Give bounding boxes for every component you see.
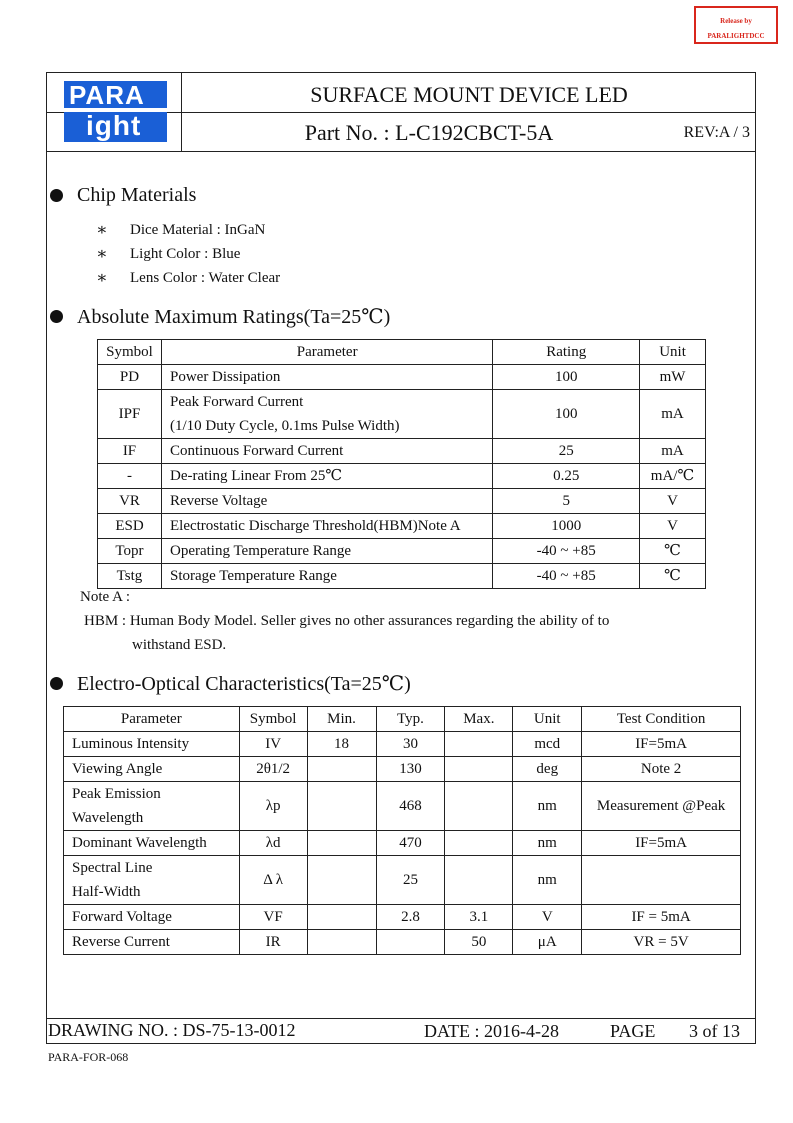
unit-cell: V: [640, 514, 706, 539]
typ-cell: [376, 930, 445, 955]
max-cell: [445, 782, 513, 831]
footer-rule: [46, 1018, 756, 1019]
unit-cell: mA: [640, 439, 706, 464]
min-cell: [307, 905, 376, 930]
form-id: PARA-FOR-068: [48, 1050, 129, 1064]
list-item: [96, 222, 265, 239]
symbol-cell: IV: [239, 732, 307, 757]
symbol-cell: 2θ1/2: [239, 757, 307, 782]
asterisk-icon: ∗: [96, 268, 108, 287]
parameter-cell: Continuous Forward Current: [161, 439, 492, 464]
max-cell: [445, 757, 513, 782]
symbol-cell: ESD: [98, 514, 162, 539]
condition-cell: Note 2: [582, 757, 741, 782]
section-absolute-maximum-ratings: [50, 304, 390, 329]
typ-cell: 468: [376, 782, 445, 831]
max-cell: 50: [445, 930, 513, 955]
unit-cell: V: [513, 905, 582, 930]
bullet-icon: [50, 189, 63, 202]
table-row: [64, 856, 741, 905]
min-cell: [307, 831, 376, 856]
symbol-cell: VR: [98, 489, 162, 514]
table-row: [64, 782, 741, 831]
rating-cell: 100: [493, 390, 640, 439]
table-row: [98, 365, 706, 390]
table-row: [64, 732, 741, 757]
min-cell: 18: [307, 732, 376, 757]
condition-cell: Measurement @Peak: [582, 782, 741, 831]
logo-text-bottom: ight: [86, 110, 142, 141]
symbol-cell: Δ λ: [239, 856, 307, 905]
rating-cell: 25: [493, 439, 640, 464]
column-header: Max.: [445, 707, 513, 732]
bullet-icon: [50, 677, 63, 690]
rating-cell: 5: [493, 489, 640, 514]
column-header: Rating: [493, 340, 640, 365]
table-row: [98, 539, 706, 564]
list-item-text: Light Color : Blue: [130, 246, 241, 262]
column-header: Symbol: [98, 340, 162, 365]
parameter-cell: Luminous Intensity: [64, 732, 240, 757]
parameter-line-2: Wavelength: [72, 810, 144, 826]
asterisk-icon: ∗: [96, 244, 108, 263]
table-row: [98, 464, 706, 489]
note-title: Note A :: [80, 589, 131, 605]
table-header-row: [98, 340, 706, 365]
column-header: Test Condition: [582, 707, 741, 732]
parameter-cell: Viewing Angle: [64, 757, 240, 782]
section-heading: Chip Materials: [77, 184, 197, 206]
page-number: 3 of 13: [689, 1021, 740, 1041]
parameter-line-1: Peak Forward Current: [169, 394, 304, 410]
asterisk-icon: ∗: [96, 220, 108, 239]
parameter-line-2: (1/10 Duty Cycle, 0.1ms Pulse Width): [169, 418, 400, 434]
symbol-cell: IPF: [98, 390, 162, 439]
table-row: [98, 514, 706, 539]
parameter-line-2: Half-Width: [72, 884, 141, 900]
stamp-line-1: Release by: [720, 17, 752, 25]
release-stamp: [694, 6, 778, 44]
paralight-logo: [64, 81, 167, 142]
list-item: [96, 270, 280, 287]
typ-cell: 470: [376, 831, 445, 856]
typ-cell: 30: [376, 732, 445, 757]
min-cell: [307, 782, 376, 831]
section-heading: Electro-Optical Characteristics(Ta=25℃): [77, 673, 411, 695]
condition-cell: IF=5mA: [582, 831, 741, 856]
max-cell: [445, 732, 513, 757]
rating-cell: 0.25: [493, 464, 640, 489]
condition-cell: [582, 856, 741, 905]
part-number: Part No. : L-C192CBCT-5A: [304, 120, 554, 145]
table-row: [98, 564, 706, 589]
parameter-cell: [161, 390, 492, 439]
unit-cell: ℃: [640, 564, 706, 589]
rating-cell: -40 ~ +85: [493, 539, 640, 564]
column-header: Symbol: [239, 707, 307, 732]
rating-cell: -40 ~ +85: [493, 564, 640, 589]
typ-cell: 25: [376, 856, 445, 905]
unit-cell: nm: [513, 782, 582, 831]
parameter-line-1: Peak Emission: [72, 786, 161, 802]
parameter-cell: [64, 782, 240, 831]
page-label: PAGE: [610, 1021, 656, 1041]
max-cell: [445, 831, 513, 856]
symbol-cell: λp: [239, 782, 307, 831]
table-row: [64, 757, 741, 782]
parameter-line-1: Spectral Line: [72, 860, 153, 876]
logo-divider: [181, 72, 182, 151]
unit-cell: nm: [513, 856, 582, 905]
column-header: Parameter: [161, 340, 492, 365]
symbol-cell: PD: [98, 365, 162, 390]
stamp-line-2: PARALIGHTDCC: [707, 32, 765, 40]
unit-cell: deg: [513, 757, 582, 782]
table-row: [64, 905, 741, 930]
symbol-cell: IR: [239, 930, 307, 955]
max-cell: 3.1: [445, 905, 513, 930]
parameter-cell: Storage Temperature Range: [161, 564, 492, 589]
parameter-cell: Dominant Wavelength: [64, 831, 240, 856]
parameter-cell: De-rating Linear From 25℃: [161, 464, 492, 489]
section-electro-optical: [50, 671, 411, 696]
unit-cell: ℃: [640, 539, 706, 564]
max-cell: [445, 856, 513, 905]
parameter-cell: Reverse Voltage: [161, 489, 492, 514]
list-item-text: Dice Material : InGaN: [130, 222, 266, 238]
table-row: [64, 831, 741, 856]
min-cell: [307, 856, 376, 905]
parameter-cell: Reverse Current: [64, 930, 240, 955]
parameter-cell: Power Dissipation: [161, 365, 492, 390]
parameter-cell: Operating Temperature Range: [161, 539, 492, 564]
symbol-cell: IF: [98, 439, 162, 464]
electro-optical-table: [63, 706, 741, 955]
note-line-2: withstand ESD.: [132, 637, 227, 653]
list-item: [96, 246, 240, 263]
rating-cell: 100: [493, 365, 640, 390]
unit-cell: μA: [513, 930, 582, 955]
section-heading: Absolute Maximum Ratings(Ta=25℃): [77, 306, 391, 328]
rating-cell: 1000: [493, 514, 640, 539]
list-item-text: Lens Color : Water Clear: [130, 270, 281, 286]
typ-cell: 2.8: [376, 905, 445, 930]
unit-cell: mA/℃: [640, 464, 706, 489]
document-date: DATE : 2016-4-28: [424, 1021, 559, 1041]
column-header: Unit: [640, 340, 706, 365]
bullet-icon: [50, 310, 63, 323]
table-row: [64, 930, 741, 955]
symbol-cell: -: [98, 464, 162, 489]
unit-cell: mA: [640, 390, 706, 439]
parameter-cell: Forward Voltage: [64, 905, 240, 930]
condition-cell: IF = 5mA: [582, 905, 741, 930]
column-header: Typ.: [376, 707, 445, 732]
unit-cell: nm: [513, 831, 582, 856]
header-bottom-rule: [46, 151, 756, 152]
symbol-cell: VF: [239, 905, 307, 930]
symbol-cell: Tstg: [98, 564, 162, 589]
column-header: Parameter: [64, 707, 240, 732]
condition-cell: VR = 5V: [582, 930, 741, 955]
section-chip-materials: [50, 184, 196, 207]
table-row: [98, 439, 706, 464]
unit-cell: V: [640, 489, 706, 514]
min-cell: [307, 930, 376, 955]
document-title: SURFACE MOUNT DEVICE LED: [310, 82, 628, 107]
column-header: Unit: [513, 707, 582, 732]
min-cell: [307, 757, 376, 782]
typ-cell: 130: [376, 757, 445, 782]
absolute-max-ratings-table: [97, 339, 706, 589]
table-row: [98, 489, 706, 514]
note-line-1: HBM : Human Body Model. Seller gives no other assurances regarding the ability of to: [84, 613, 610, 629]
drawing-number: DRAWING NO. : DS-75-13-0012: [48, 1020, 296, 1040]
logo-text-top: PARA: [69, 80, 145, 110]
column-header: Min.: [307, 707, 376, 732]
unit-cell: mW: [640, 365, 706, 390]
symbol-cell: λd: [239, 831, 307, 856]
table-header-row: [64, 707, 741, 732]
condition-cell: IF=5mA: [582, 732, 741, 757]
symbol-cell: Topr: [98, 539, 162, 564]
parameter-cell: Electrostatic Discharge Threshold(HBM)Note A: [161, 514, 492, 539]
parameter-cell: [64, 856, 240, 905]
unit-cell: mcd: [513, 732, 582, 757]
table-row: [98, 390, 706, 439]
revision: REV:A / 3: [683, 124, 750, 141]
